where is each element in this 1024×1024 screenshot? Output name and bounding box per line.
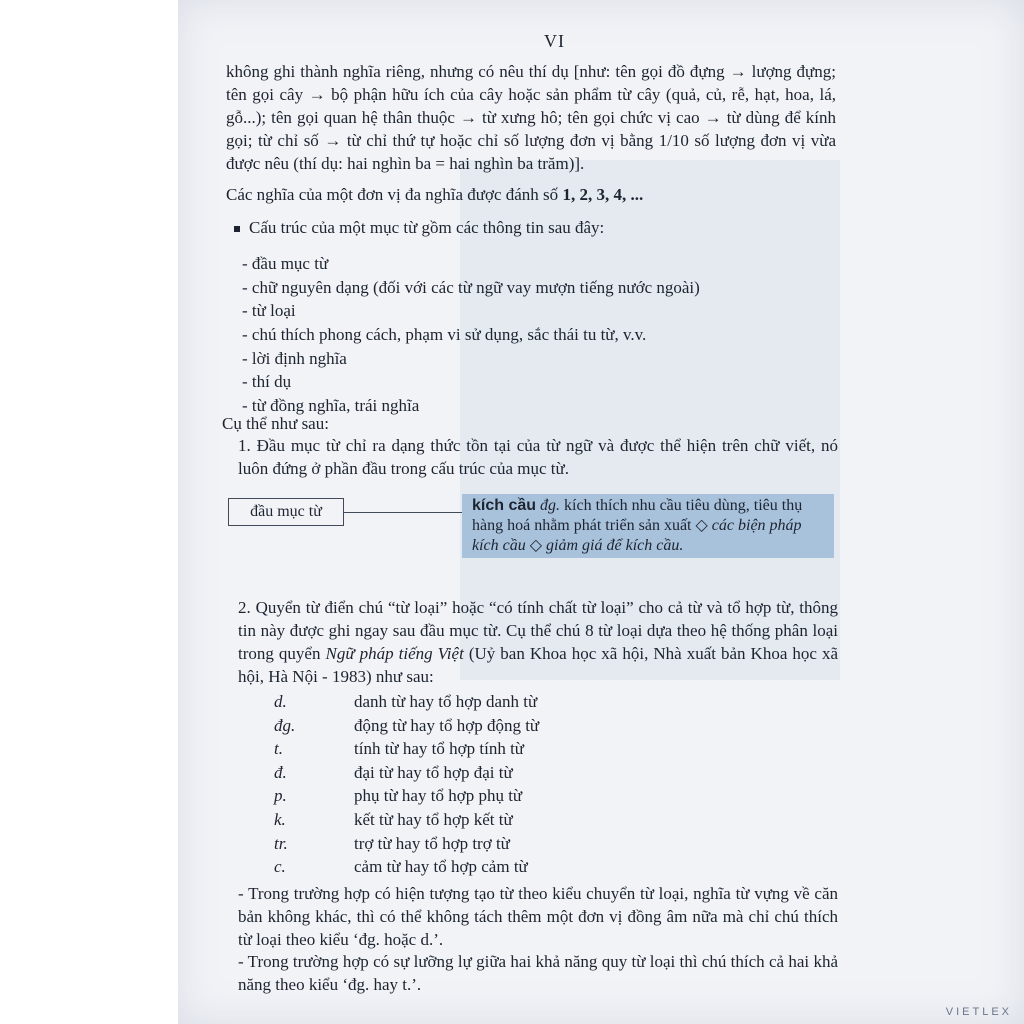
pos-desc: cảm từ hay tổ hợp cảm từ <box>354 857 528 877</box>
pos-abbr: c. <box>274 857 286 877</box>
numbering-values: 1, 2, 3, 4, ... <box>562 185 644 204</box>
pos-abbr: t. <box>274 739 283 759</box>
pos-abbr: k. <box>274 809 286 829</box>
list-item <box>274 784 539 808</box>
part-of-speech-list <box>274 690 539 879</box>
list-item: - lời định nghĩa <box>242 348 347 368</box>
list-item: - chữ nguyên dạng (đối với các từ ngữ vay mượn tiếng nước ngoài) <box>242 277 700 297</box>
publisher-mark: VIETLEX <box>945 1006 1012 1018</box>
list-item <box>274 761 539 785</box>
numbering-text: Các nghĩa của một đơn vị đa nghĩa được đánh số <box>226 185 559 204</box>
sample-definition: kích thích nhu cầu tiêu dùng, tiêu thụ hàng hoá nhằm phát triển sản xuất <box>472 497 803 534</box>
numbering-sentence <box>226 183 643 206</box>
point-1-paragraph: 1. Đầu mục từ chỉ ra dạng thức tồn tại của từ ngữ và được thể hiện trên chữ viết, nó luôn đứng ở phần đầu trong cấu trúc của mục từ. <box>238 436 838 478</box>
pos-abbr: d. <box>274 692 287 711</box>
pos-desc: kết từ hay tổ hợp kết từ <box>354 809 513 829</box>
headword-label-box: đầu mục từ <box>228 498 344 526</box>
intro-paragraph: không ghi thành nghĩa riêng, nhưng có nêu thí dụ [như: tên gọi đồ đựng → lượng đựng; tên gọi cây → bộ phận hữu ích của cây hoặc sản phẩm từ cây (quả, củ, rễ, hạt, hoa, lá, gỗ...); tên gọi quan hệ thân thuộc → từ xưng hô; tên gọi chức vị cao → từ dùng để kính gọi; từ chỉ số → từ chỉ thứ tự hoặc chỉ số lượng đơn vị bằng 1/10 số lượng đơn vị vừa được nêu (thí dụ: hai nghìn ba = hai nghìn ba trăm)]. <box>226 62 836 173</box>
list-item <box>274 714 539 738</box>
sample-pos: đg. <box>540 497 561 514</box>
list-item <box>274 690 539 714</box>
note-2-paragraph: - Trong trường hợp có sự lưỡng lự giữa hai khả năng quy từ loại thì chú thích cả hai khả năng theo kiểu ‘đg. hay t.’. <box>238 952 838 994</box>
pos-desc: danh từ hay tổ hợp danh từ <box>354 692 538 711</box>
pos-abbr: đg. <box>274 715 296 735</box>
section-intro: Cụ thể như sau: <box>222 414 329 433</box>
pos-desc: trợ từ hay tổ hợp trợ từ <box>354 833 510 853</box>
pos-desc: tính từ hay tổ hợp tính từ <box>354 739 525 759</box>
list-item <box>274 855 539 879</box>
structure-heading <box>234 216 604 239</box>
pos-desc: phụ từ hay tổ hợp phụ từ <box>354 786 523 806</box>
structure-heading-text: Cấu trúc của một mục từ gồm các thông tin sau đây: <box>249 218 605 237</box>
page-number: VI <box>544 31 565 51</box>
list-item: - đầu mục từ <box>242 254 329 273</box>
note-1-paragraph: - Trong trường hợp có hiện tượng tạo từ theo kiểu chuyển từ loại, nghĩa từ vựng về căn bản không khác, thì có thể không tách thêm một đơn vị đồng âm nữa mà chỉ chú thích từ loại theo kiểu ‘đg. hoặc d.’. <box>238 884 838 949</box>
list-item <box>274 737 539 761</box>
sample-headword: kích cầu <box>472 497 537 514</box>
point-2-paragraph <box>238 596 838 688</box>
list-item: - chú thích phong cách, phạm vi sử dụng, sắc thái tu từ, v.v. <box>242 325 647 345</box>
point-2-text-after: (Uỷ ban Khoa học xã hội, Nhà xuất bản Khoa học xã hội, Hà Nội - 1983) như sau: <box>238 644 839 686</box>
point-2-book-title: Ngữ pháp tiếng Việt <box>325 644 464 663</box>
point-2-text-before: 2. Quyển từ điển chú “từ loại” hoặc “có tính chất từ loại” cho cả từ và tổ hợp từ, thông tin này được ghi ngay sau đầu mục từ. Cụ thể chú 8 từ loại dựa theo hệ thống phân loại trong quyển <box>238 598 838 663</box>
list-item: - thí dụ <box>242 372 292 392</box>
list-item <box>274 832 539 856</box>
sample-entry-box <box>462 494 834 558</box>
pos-abbr: đ. <box>274 762 287 782</box>
pos-abbr: p. <box>274 786 287 806</box>
book-page <box>178 0 1024 1024</box>
pos-desc: động từ hay tổ hợp động từ <box>354 715 540 735</box>
list-item <box>274 808 539 832</box>
sample-examples: ◇ các biện pháp kích cầu ◇ giảm giá để kích cầu. <box>472 517 802 554</box>
entry-components-list <box>242 252 700 418</box>
list-item: - từ loại <box>242 301 296 321</box>
list-item: - từ đồng nghĩa, trái nghĩa <box>242 396 420 416</box>
pos-abbr: tr. <box>274 833 288 853</box>
pos-desc: đại từ hay tổ hợp đại từ <box>354 762 513 782</box>
square-bullet-icon <box>234 226 240 232</box>
